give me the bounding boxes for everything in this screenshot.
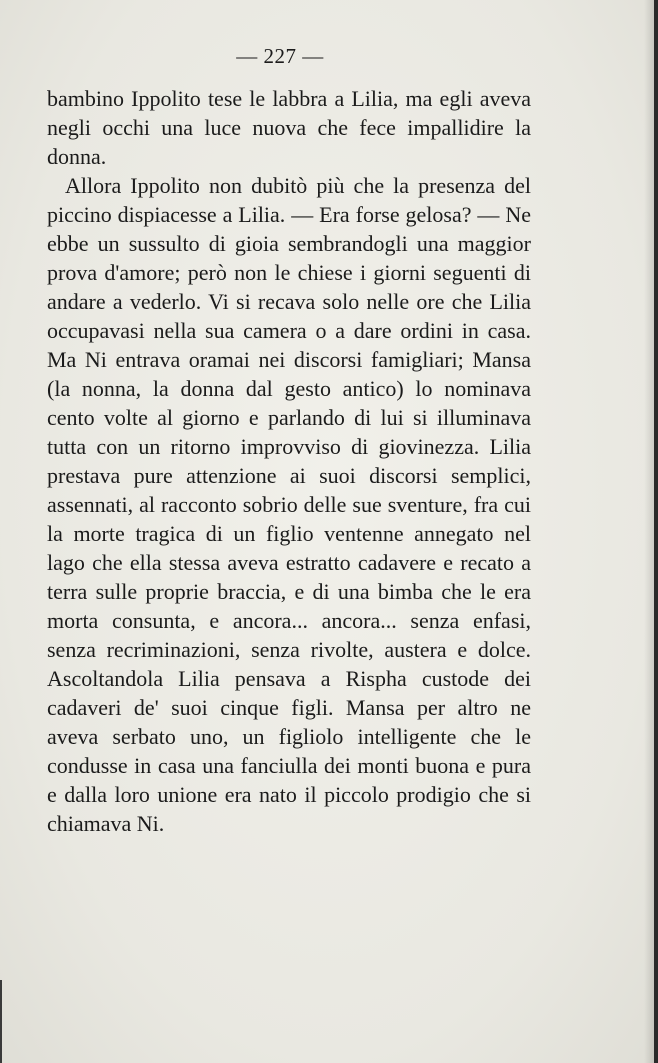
paragraph-continuation: bambino Ippolito tese le labbra a Lilia, ma egli aveva negli occhi una luce nuova che fece impallidire la donna. [47, 86, 531, 169]
page-left-edge [0, 980, 2, 1063]
page-binding-edge [654, 0, 658, 1063]
gutter-shadow [644, 0, 654, 1063]
page-number-header: — 227 — [236, 44, 324, 68]
paragraph: Allora Ippolito non dubitò più che la presenza del piccino dispiacesse a Lilia. — Era forse gelosa? — Ne ebbe un sussulto di gioia sembrandogli una maggior prova d'amore; però non le chiese i giorni seguenti di andare a vederlo. Vi si recava solo nelle ore che Lilia occupavasi nella sua camera o a dare ordini in casa. Ma Ni entrava oramai nei discorsi famigliari; Mansa (la nonna, la donna dal gesto antico) lo nominava cento volte al giorno e parlando di lui si illuminava tutta con un ritorno improvviso di giovinezza. Lilia prestava pure attenzione ai suoi discorsi semplici, assennati, al racconto sobrio delle sue sventure, fra cui la morte tragica di un figlio ventenne annegato nel lago che ella stessa aveva estratto cadavere e recato a terra sulle proprie braccia, e di una bimba che le era morta consunta, e ancora... ancora... senza enfasi, senza recriminazioni, senza rivolte, austera e dolce. Ascoltandola Lilia pensava a Rispha custode dei cadaveri de' suoi cinque figli. Mansa per altro ne aveva serbato uno, un figliolo intelligente che le condusse in casa una fanciulla dei monti buona e pura e dalla loro unione era nato il piccolo prodigio che si chiamava Ni. [47, 173, 531, 836]
body-text [47, 84, 531, 838]
